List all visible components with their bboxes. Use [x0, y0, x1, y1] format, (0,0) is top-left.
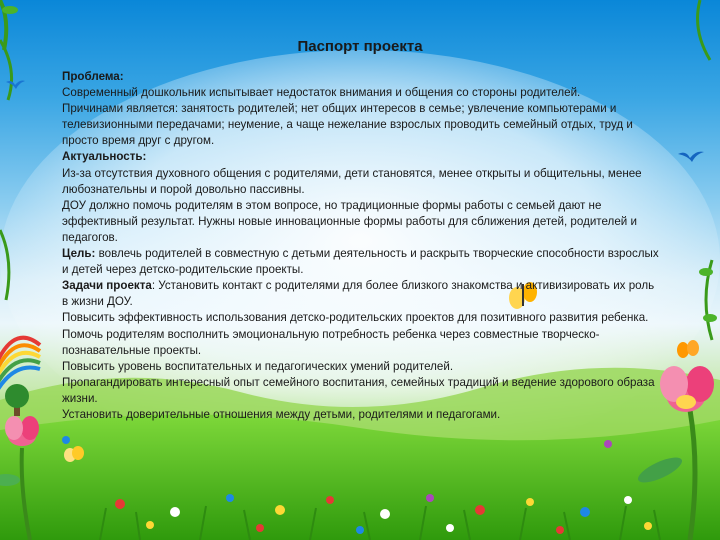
- project-passport-text: [62, 69, 662, 423]
- goal-paragraph: [62, 246, 662, 278]
- problem-text: Современный дошкольник испытывает недостаток внимания и общения со стороны родителей.: [62, 86, 581, 100]
- tasks-text: : Установить контакт с родителями для более близкого знакомства и активизировать их роль в жизни ДОУ.: [62, 279, 655, 309]
- problem-causes: Причинами является: занятость родителей; нет общих интересов в семье; увлечение компьютерами и телевизионными передачами; неумение, а чаще нежелание взрослых проводить семейный отдых, труд и просто время друг с другом.: [62, 102, 633, 148]
- tasks-paragraph: [62, 278, 662, 310]
- problem-heading: Проблема:: [62, 70, 124, 83]
- task-item: Установить доверительные отношения между детьми, родителями и педагогами.: [62, 407, 501, 421]
- relevance-text-2: ДОУ должно помочь родителям в этом вопросе, но традиционные формы работы с семьей дают не эффективный результат. Нужны новые инновационные формы работы для сближения детей, родителей и педагогов.: [62, 198, 637, 244]
- slide-title: Паспорт проекта: [297, 38, 423, 55]
- bird-icon: [678, 152, 704, 162]
- bird-icon: [6, 81, 25, 90]
- task-item: Пропагандировать интересный опыт семейного воспитания, семейных традиций и ведение здорового образа жизни.: [62, 375, 655, 405]
- task-item: Повысить уровень воспитательных и педагогических умений родителей.: [62, 359, 454, 373]
- task-item: Повысить эффективность использования детско-родительских проектов для позитивного развития ребенка.: [62, 311, 649, 325]
- relevance-text: Из-за отсутствия духовного общения с родителями, дети становятся, менее открыты и общительны, менее любознательны и порой довольно пассивны.: [62, 166, 642, 196]
- tasks-heading: Задачи проекта: [62, 279, 152, 293]
- task-item: Помочь родителям восполнить эмоциональную потребность ребенка через совместные творческо-познавательные проекты.: [62, 327, 600, 357]
- relevance-heading: Актуальность:: [62, 150, 147, 164]
- goal-heading: Цель:: [62, 247, 96, 261]
- goal-text: вовлечь родителей в совместную с детьми деятельность и раскрыть творческие способности взрослых и детей через детско-родительские проекты.: [62, 247, 659, 277]
